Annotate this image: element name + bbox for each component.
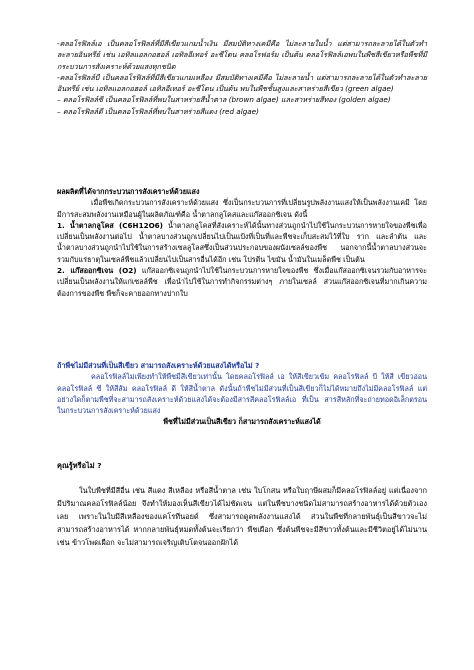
- glucose-paragraph: [57, 220, 427, 265]
- list-item-chlorophyll-a: -คลอโรฟิลล์เอ เป็นคลอโรฟิลล์ที่มีสีเขียวแกมน้ำเงิน มีสมบัติทางเคมีคือ ไม่ละลายในน้ำ แต่สามารถละลายได้ในตัวทำละลายอินทรีย์ เช่น เอทิลแอลกอฮอล์ เอทิลอีเทอร์ อะซีโตน คลอโรฟอร์ม เป็นต้น คลอโรฟิลล์เอพบในพืชสีเขียวหรือพืชที่มีกระบวนการสังเคราะห์ด้วยแสงทุกชนิด: [57, 39, 427, 71]
- chlorophyll-types-list: [57, 38, 427, 117]
- list-item-chlorophyll-c: – คลอโรฟิลล์ซี เป็นคลอโรฟิลล์ที่พบในสาหร่ายสีน้ำตาล (brown algae) และสาหร่ายสีทอง (golden algae): [57, 95, 391, 105]
- did-you-know-heading: คุณรู้หรือไม่ ?: [57, 461, 102, 470]
- oxygen-title: 2. แก๊สออกซิเจน (O2): [57, 266, 137, 276]
- did-you-know-body: ในใบพืชที่มีสีอื่น เช่น สีแดง สีเหลือง หรือสีน้ำตาล เช่น ใบโกสน หรือใบฤาษีผสมก็มีคลอโรฟิลล์อยู่ แต่เนื่องจากมีปริมาณคลอโรฟิลล์น้อย จึงทำให้มองเห็นสีเขียวได้ไม่ชัดเจน แต่ในพืชบางชนิดไม่สามารถสร้างอาหารได้ด้วยตัวเองเลย เพราะในใบมีสีเหลืองของแคโรทีนอยด์ ซึ่งสามารถดูดพลังงานแสงได้ ส่วนในพืชที่กลายพันธุ์เป็นสีขาวจะไม่สามารถสร้างอาหารได้ หากกลายพันธุ์หมดทั้งต้นจะเรียกว่า พืชเผือก ซึ่งต้นพืชจะมีสีขาวทั้งต้นและมีชีวิตอยู่ได้ไม่นาน เช่น ข้าวโพดเผือก จะไม่สามารถเจริญเติบโตจนออกฝักได้: [57, 485, 427, 547]
- glucose-text: น้ำตาลกลูโคสที่สังเคราะห์ได้นั้นทางส่วนถูกนำไปใช้ในกระบวนการหายใจของพืชเพื่อเปลี่ยนเป็นพลังงานต่อไป น้ำตาลบางส่วนถูกเปลี่ยนไปเป็นแป้งที่เป็นที่และพืชจะเก็บสะสมไว้ที่ใบ ราก และลำต้น และน้ำตาลบางส่วนถูกนำไปใช้ในการสร้างเซลลูโลสซึ่งเป็นส่วนประกอบของผนังเซลล์ของพืช นอกจากนี้น้ำตาลบางส่วนจะรวมกับแร่ธาตุในเซลล์พืชแล้วเปลี่ยนไปเป็นสารอื่นได้อีก เช่น โปรตีน ไขมัน น้ำมันในเมล็ดพืช เป็นต้น: [57, 220, 427, 264]
- oxygen-paragraph: [57, 265, 427, 299]
- did-you-know-section: [57, 450, 427, 549]
- list-item-chlorophyll-d: – คลอโรฟิลล์ดี เป็นคลอโรฟิลล์ที่พบในสาหร่ายสีแดง (red algae): [57, 106, 259, 116]
- products-section: [57, 186, 427, 299]
- question-heading: ถ้าพืชไม่มีส่วนที่เป็นสีเขียว สามารถสังเคราะห์ด้วยแสงได้หรือไม่ ?: [57, 361, 260, 370]
- products-intro-paragraph: เมื่อพืชเกิดกระบวนการสังเคราะห์ด้วยแสง ซึ่งเป็นกระบวนการที่เปลี่ยนรูปพลังงานแสงให้เป็นพลังงานเคมี โดยมีการสะสมพลังงานเหมือนผู้ในผลิตภัณฑ์คือ น้ำตาลกลูโคสและแก๊สออกซิเจน ดังนี้: [57, 198, 427, 219]
- oxygen-text: แก๊สออกซิเจนถูกนำไปใช้ในกระบวนการหายใจของพืช ซึ่งเมื่อแก๊สออกซิเจนรวมกับอาหารจะเปลี่ยนเป็นพลังงานให้แก่เซลล์พืช เพื่อนำไปใช้ในการทำกิจกรรมต่างๆ ภายในเซลล์ ส่วนแก๊สออกซิเจนที่มากเกินความต้องการของพืช พืชก็จะคายออกทางปากใบ: [57, 266, 428, 298]
- question-section: [57, 360, 427, 428]
- section-heading-products: ผลผลิตที่ได้จากกระบวนการสังเคราะห์ด้วยแสง: [57, 187, 200, 196]
- list-item-chlorophyll-b: -คลอโรฟิลล์บี เป็นคลอโรฟิลล์ที่มีสีเขียวแกมเหลือง มีสมบัติทางเคมีคือ ไม่ละลายน้ำ แต่สามารถละลายได้ในตัวทำละลายอินทรีย์ เช่น เอทิลแอลกอฮอล์ เอทิลอีเทอร์ อะซีโตน เป็นต้น พบในพืชชั้นสูงและสาหร่ายสีเขียว (green algae): [57, 72, 427, 94]
- question-body: คลอโรฟิลล์ไม่เพียงทำให้พืชมีสีเขียวเท่านั้น โดยคลอโรฟิลล์ เอ ให้สีเขียวเข้ม คลอโรฟิลล์ บี ให้สี เขียวอ่อน คลอโรฟิลล์ ซี ให้สีส้ม คลอโรฟิลล์ ดี ให้สีน้ำตาล ดังนั้นถ้าพืชไม่มีส่วนที่เป็นสีเขียวก็ไม่ได้หมายถึงไม่มีคลอโรฟิลล์ แต่อย่างใดก็ตามพืชที่จะสามารถสังเคราะห์ด้วยแสงได้จะต้องมีสารสีคลอโรฟิลล์เอ ที่เป็น สารสีหลักที่จะถ่ายทอดอิเล็กตรอนในกระบวนการสังเคราะห์ด้วยแสง: [57, 372, 427, 416]
- question-answer: พืชที่ไม่มีส่วนเป็นสีเขียว ก็สามารถสังเคราะห์แสงได้: [163, 417, 321, 427]
- glucose-title: 1. น้ำตาลกลูโคส (C6H12O6): [57, 220, 163, 230]
